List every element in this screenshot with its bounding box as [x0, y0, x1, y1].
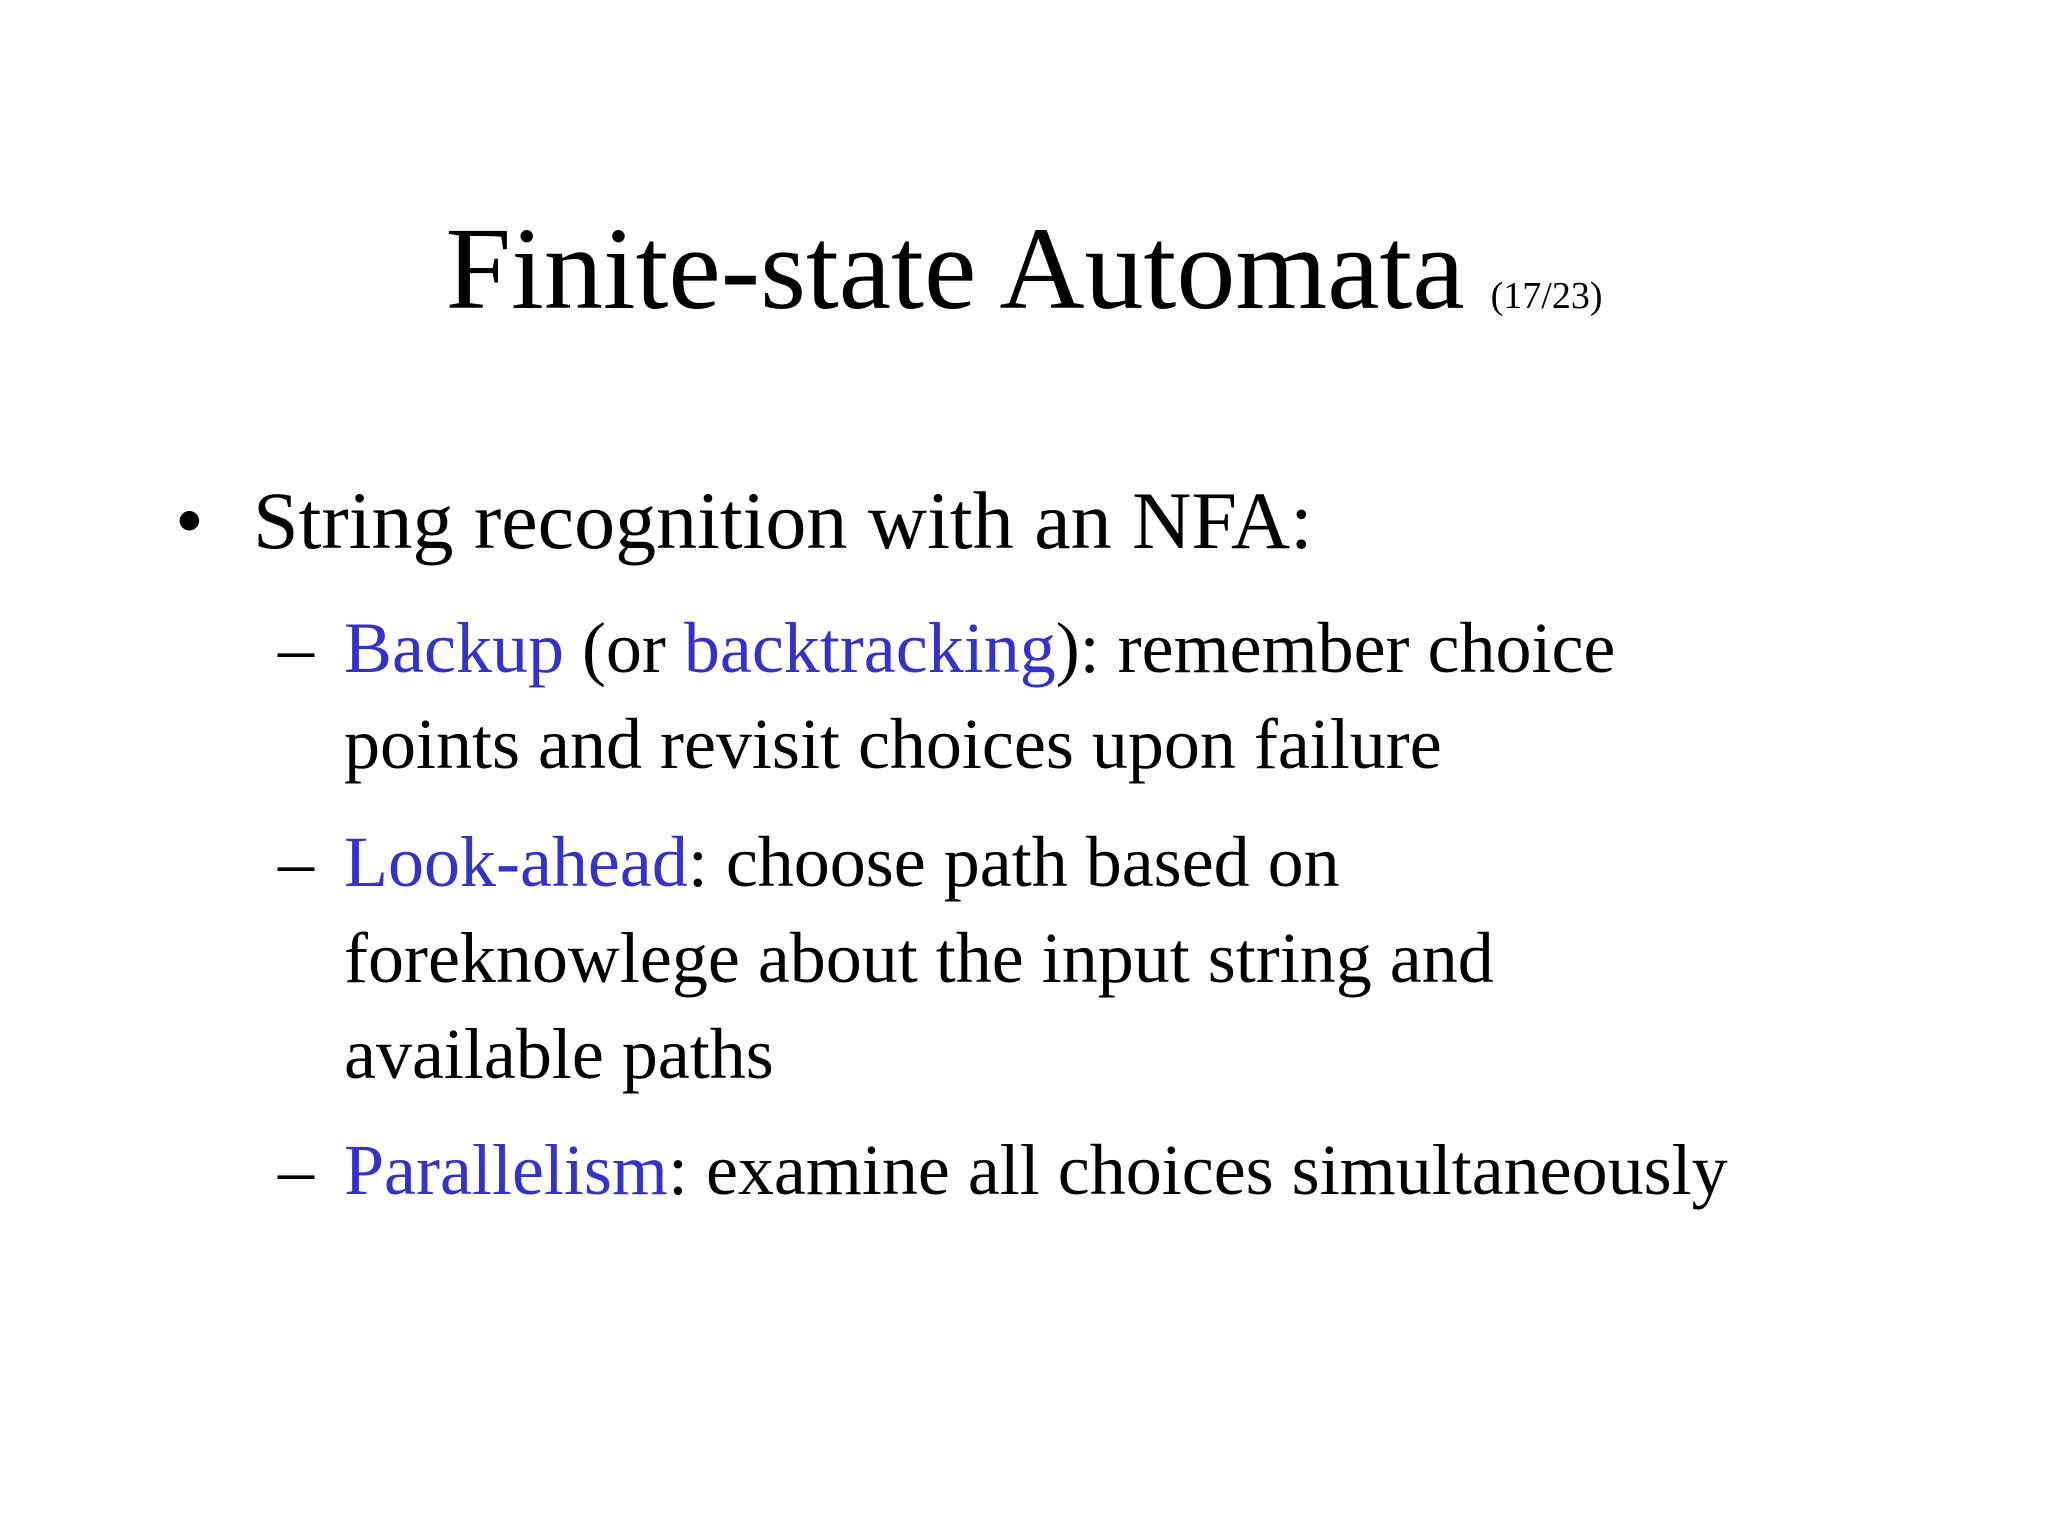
sub-bullet-lookahead	[278, 814, 1494, 1102]
sub-bullet-continuation: points and revisit choices upon failure	[344, 704, 1442, 784]
sub-bullet-backup	[278, 600, 1615, 792]
dash-marker: –	[278, 1130, 314, 1210]
title-text: Finite-state Automata	[445, 203, 1465, 334]
text-rest: ): remember choice	[1055, 608, 1616, 688]
sub-bullet-line	[278, 600, 1615, 696]
sub-bullet-line	[278, 1122, 1728, 1218]
term-backtracking: backtracking	[683, 608, 1056, 688]
sub-bullet-continuation: foreknowlege about the input string and	[344, 918, 1494, 998]
sub-bullet-line	[278, 814, 1494, 910]
text-or: (or	[563, 608, 684, 688]
bullet-text: String recognition with an NFA:	[253, 475, 1313, 566]
dash-marker: –	[278, 608, 314, 688]
main-bullet	[175, 476, 1313, 566]
sub-bullet-parallelism	[278, 1122, 1728, 1218]
text-rest: : examine all choices simultaneously	[667, 1130, 1728, 1210]
slide-counter: (17/23)	[1490, 275, 1603, 317]
slide-title	[0, 203, 2048, 334]
text-rest: : choose path based on	[687, 822, 1340, 902]
term-look-ahead: Look-ahead	[344, 822, 688, 902]
dash-marker: –	[278, 822, 314, 902]
term-parallelism: Parallelism	[344, 1130, 668, 1210]
bullet-marker: •	[175, 475, 204, 566]
sub-bullet-continuation: available paths	[344, 1014, 774, 1094]
term-backup: Backup	[344, 608, 564, 688]
